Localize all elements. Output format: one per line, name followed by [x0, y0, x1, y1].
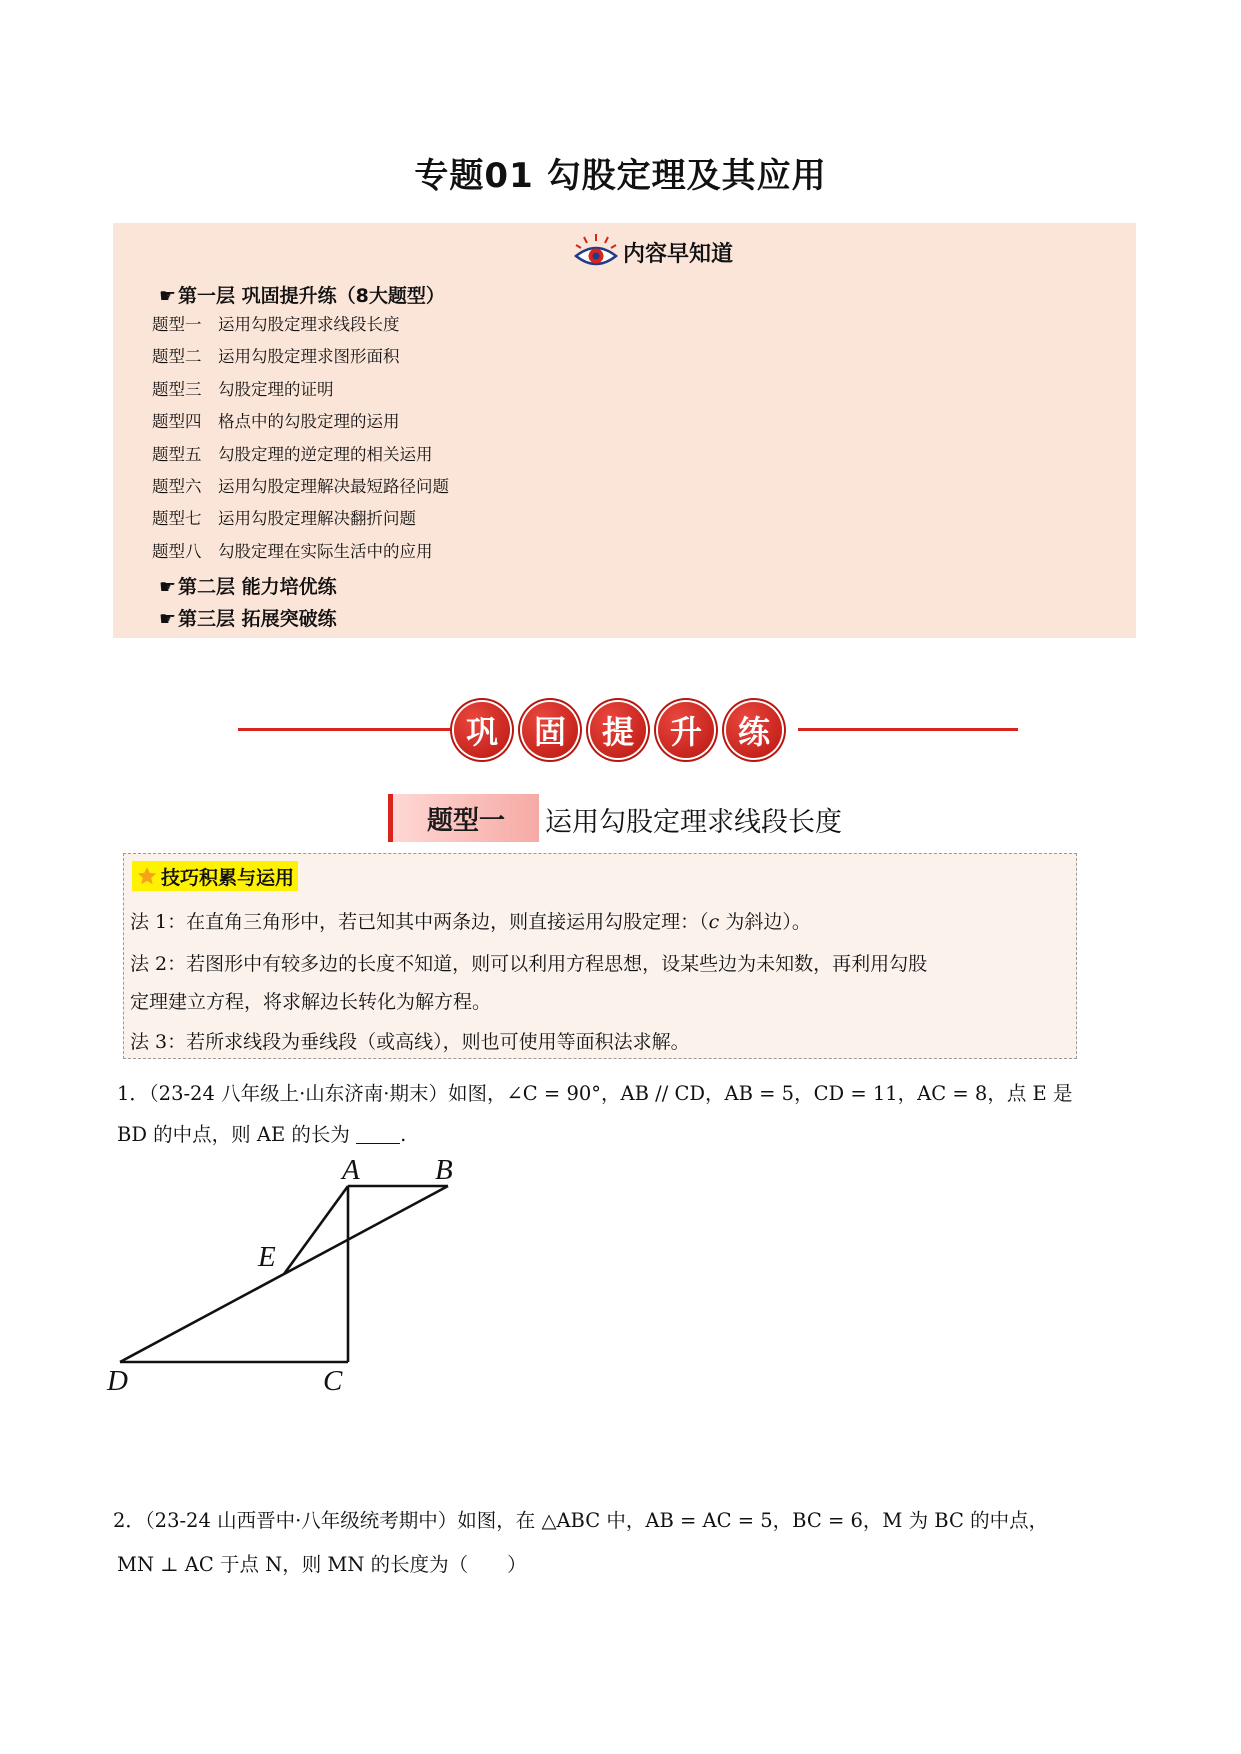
label-e: E [258, 1241, 276, 1273]
type-text: 运用勾股定理求图形面积 [218, 347, 400, 367]
type-list [152, 311, 449, 570]
question-2-line-1: 2．（23-24 山西晋中·八年级统考期中）如图，在 △ABC 中，AB = AC = 5，BC = 6，M 为 BC 的中点， [113, 1509, 1049, 1532]
label-b: B [435, 1154, 453, 1186]
type-num: 题型一 [152, 315, 202, 334]
type-num: 题型五 [152, 444, 202, 464]
banner-char: 升 [658, 702, 714, 758]
tip-line-2: 法 2：若图形中有较多边的长度不知道，则可以利用方程思想，设某些边为未知数，再利用勾股 [130, 953, 928, 975]
label-d: D [107, 1365, 128, 1395]
section-tag: 题型一 [388, 794, 539, 842]
section-banner [238, 700, 1018, 760]
pointing-hand-icon: ☛ [159, 608, 177, 630]
type-text: 勾股定理在实际生活中的应用 [218, 541, 433, 561]
tips-box [123, 853, 1077, 1059]
tip-line-4: 法 3：若所求线段为垂线段（或高线），则也可使用等面积法求解。 [130, 1031, 690, 1053]
question-2-line-2: MN ⊥ AC 于点 N，则 MN 的长度为（ ） [117, 1553, 527, 1576]
banner-rule-left [238, 728, 456, 731]
type-item[interactable] [152, 376, 449, 408]
question-1-end: . [400, 1123, 407, 1146]
layer-2-link[interactable] [159, 572, 337, 599]
question-1-text: BD 的中点，则 AE 的长为 [117, 1123, 350, 1146]
layer-3-link[interactable] [159, 604, 337, 631]
tips-heading [132, 861, 298, 891]
tip-math: c [708, 911, 720, 933]
type-text: 运用勾股定理解决翻折问题 [218, 509, 416, 529]
type-num: 题型三 [152, 379, 202, 399]
type-num: 题型四 [152, 412, 202, 432]
banner-char: 固 [522, 702, 578, 758]
tips-heading-text: 技巧积累与运用 [161, 866, 295, 889]
type-text: 勾股定理的证明 [218, 379, 334, 399]
type-item[interactable] [152, 408, 449, 440]
eye-icon [573, 232, 619, 272]
banner-char: 提 [590, 702, 646, 758]
label-a: A [342, 1154, 360, 1186]
type-item[interactable] [152, 473, 449, 505]
pointing-hand-icon: ☛ [159, 285, 177, 307]
banner-char: 练 [726, 702, 782, 758]
overview-box [113, 223, 1136, 638]
layer-1-link[interactable] [159, 281, 445, 308]
type-text: 勾股定理的逆定理的相关运用 [218, 444, 433, 464]
type-item[interactable] [152, 538, 449, 570]
geometry-figure [105, 1150, 485, 1395]
type-num: 题型七 [152, 509, 202, 529]
answer-blank[interactable] [356, 1123, 400, 1144]
page-title: 专题01 勾股定理及其应用 [414, 156, 827, 196]
layer-2-label: 第二层 能力培优练 [178, 576, 337, 598]
question-1-line-2 [117, 1119, 406, 1147]
type-item[interactable] [152, 441, 449, 473]
layer-3-label: 第三层 拓展突破练 [178, 608, 337, 630]
type-item[interactable] [152, 343, 449, 375]
star-icon [136, 865, 158, 887]
type-num: 题型二 [152, 347, 202, 367]
type-text: 运用勾股定理解决最短路径问题 [218, 476, 449, 496]
tip-line-3: 定理建立方程，将求解边长转化为解方程。 [130, 991, 492, 1013]
type-item[interactable] [152, 505, 449, 537]
type-text: 运用勾股定理求线段长度 [218, 315, 400, 334]
tip-text: 为斜边）。 [719, 911, 811, 933]
type-num: 题型八 [152, 541, 202, 561]
banner-char: 巩 [454, 702, 510, 758]
segment-ae [284, 1186, 348, 1274]
banner-rule-right [798, 728, 1018, 731]
layer-1-label: 第一层 巩固提升练（8大题型） [178, 285, 445, 307]
tip-text: 法 1：在直角三角形中，若已知其中两条边，则直接运用勾股定理：（ [130, 911, 709, 933]
type-text: 格点中的勾股定理的运用 [218, 412, 400, 432]
type-item[interactable] [152, 311, 449, 343]
overview-heading-text: 内容早知道 [623, 241, 734, 267]
overview-heading [573, 232, 733, 272]
label-c: C [323, 1365, 343, 1395]
section-title: 运用勾股定理求线段长度 [545, 807, 842, 838]
pointing-hand-icon: ☛ [159, 576, 177, 598]
question-1-line-1: 1．（23-24 八年级上·山东济南·期末）如图，∠C = 90°，AB // CD，AB = 5，CD = 11，AC = 8，点 E 是 [117, 1082, 1073, 1105]
tip-line-1 [130, 907, 811, 934]
type-num: 题型六 [152, 476, 202, 496]
